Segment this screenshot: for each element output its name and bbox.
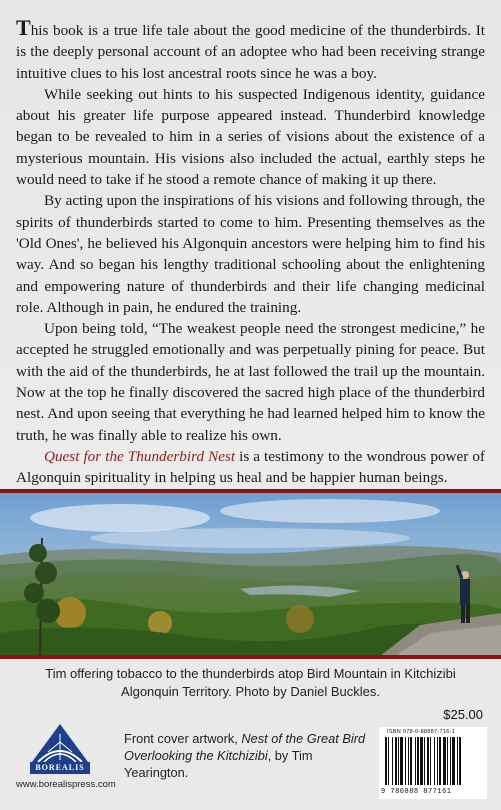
caption-line-2: Algonquin Territory. Photo by Daniel Buckles. bbox=[121, 684, 380, 699]
bottom-divider bbox=[0, 655, 501, 659]
blurb-paragraph-1-text: his book is a true life tale about the good medicine of the thunderbirds. It is the deeply personal account of an adoptee who had been receiving strange intuitive clues to his lost ancestral roots since he was a boy. bbox=[16, 22, 485, 82]
isbn-barcode bbox=[379, 727, 487, 799]
credit-suffix: , by Tim Yearington. bbox=[124, 748, 313, 780]
blurb-paragraph-1 bbox=[16, 17, 485, 84]
photo-caption bbox=[40, 665, 461, 701]
barcode-bars-icon bbox=[383, 737, 483, 787]
blurb-paragraph-5-text: is a testimony to the wondrous power of Algonquin spirituality in helping us heal and be happier human beings. bbox=[16, 447, 485, 487]
publisher-logo-text: BOREALIS bbox=[30, 762, 90, 774]
isbn-number: ISBN 978-0-88887-716-1 bbox=[387, 729, 456, 735]
drop-cap: T bbox=[16, 15, 31, 40]
blurb-paragraph-5 bbox=[16, 446, 485, 489]
caption-line-1: Tim offering tobacco to the thunderbirds atop Bird Mountain in Kitchizibi bbox=[45, 666, 456, 681]
landscape-photo bbox=[0, 493, 501, 656]
blurb-paragraph-4: Upon being told, “The weakest people need the strongest medicine,” he accepted he struggled emotionally and was perpetually pining for peace. But with the aid of the thunderbirds, he at last followed the trail up the mountain. Now at the top he finally discovered the sacred high place of the thunderbird nest. And upon seeing that everything he had learned helped him to know the truth, he was finally able to realize his own. bbox=[16, 320, 486, 444]
cover-artwork-credit bbox=[124, 730, 379, 781]
publisher-url: www.borealispress.com bbox=[16, 779, 116, 790]
price-label: $25.00 bbox=[443, 707, 483, 722]
blurb-paragraph-2: While seeking out hints to his suspected Indigenous identity, guidance about his greater life purpose appeared instead. Thunderbird knowledge began to be revealed to him in a series of visions about the existence of a mysterious mountain. His visions also included the actual, earthly steps he would need to take if he stood a remote chance of making it up there. bbox=[16, 85, 485, 189]
artwork-title: Nest of the Great Bird Overlooking the Kitchizibi bbox=[124, 731, 366, 763]
book-title: Quest for the Thunderbird Nest bbox=[44, 447, 236, 465]
credit-prefix: Front cover artwork, bbox=[124, 731, 242, 746]
barcode-digits: 9 780888 877161 bbox=[381, 788, 452, 796]
publisher-logo-graphic bbox=[30, 722, 90, 764]
landscape-illustration bbox=[0, 493, 501, 656]
blurb-paragraph-3: By acting upon the inspirations of his visions and following through, the spirits of thunderbirds started to come to him. Presenting themselves as the 'Old Ones', he believed his Algonquin ancestors were helping him to find his way. And so began his lengthy traditional schooling about the enlightening and empowering nature of thunderbirds and their life changing medicinal role. Although in pain, he endured the training. bbox=[16, 192, 485, 316]
